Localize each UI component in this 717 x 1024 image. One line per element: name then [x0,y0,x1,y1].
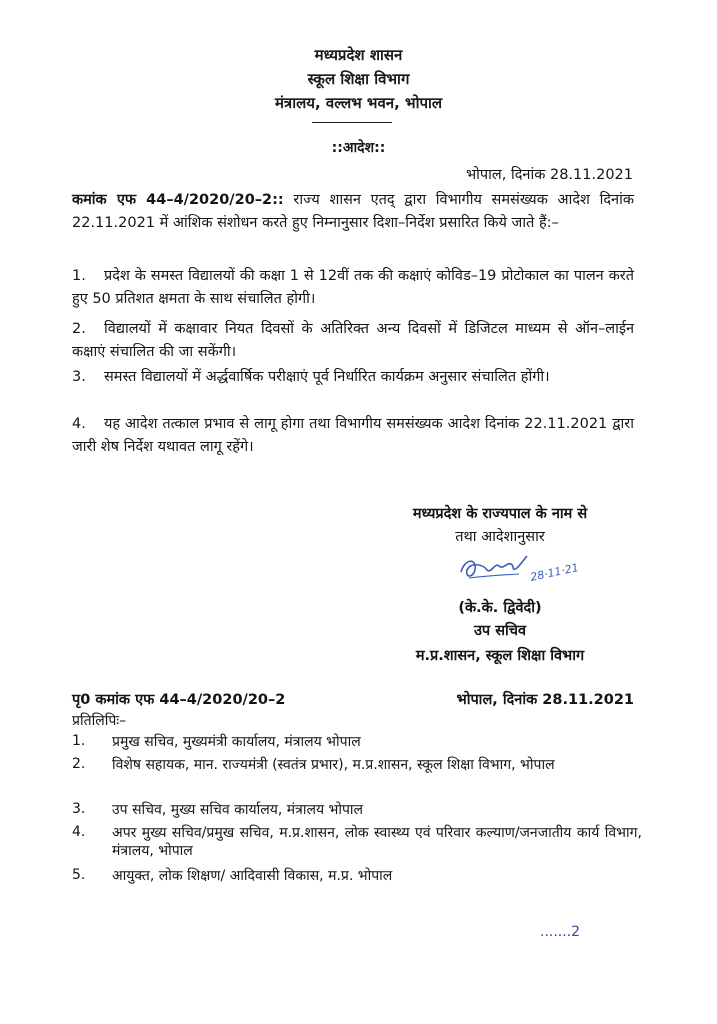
order-number: कमांक एफ 44–4/2020/20–2:: [72,192,284,208]
point-text: प्रदेश के समस्त विद्यालयों की कक्षा 1 से 12वीं तक की कक्षाएं कोविड–19 प्रोटोकाल का पालन करते हुए 50 प्रतिशत क्षमता के साथ संचालित होगी। [72,268,634,307]
point-3 [72,366,634,389]
point-number: 2. [72,321,86,337]
signatory-department: म.प्र.शासन, स्कूल शिक्षा विभाग [415,648,585,664]
point-number: 3. [72,369,86,385]
intro-text: राज्य शासन एतद् द्वारा विभागीय समसंख्यक आदेश दिनांक 22.11.2021 में आंशिक संशोधन करते हुए निम्नानुसार दिशा–निर्देश प्रसारित किये जाते हैं:– [72,192,634,231]
point-text: विद्यालयों में कक्षावार नियत दिवसों के अतिरिक्त अन्य दिवसों में डिजिटल माध्यम से ऑन–लाईन कक्षाएं संचालित की जा सकेंगी। [72,321,634,360]
place-date: भोपाल, दिनांक 28.11.2021 [465,167,633,183]
point-1 [72,265,634,311]
recipient-text: उप सचिव, मुख्य सचिव कार्यालय, मंत्रालय भोपाल [112,802,364,818]
signatory-designation: उप सचिव [473,623,527,639]
endorsement-place-date: भोपाल, दिनांक 28.11.2021 [456,692,634,708]
recipient-number: 3. [72,801,86,817]
header-divider [312,122,392,123]
recipient-text: अपर मुख्य सचिव/प्रमुख सचिव, म.प्र.शासन, लोक स्वास्थ्य एवं परिवार कल्याण/जनजातीय कार्य विभाग, मंत्रालय, भोपाल [112,825,642,859]
point-2 [72,318,634,364]
header-department: स्कूल शिक्षा विभाग [307,70,410,88]
recipient-number: 1. [72,733,86,749]
intro-paragraph [72,189,634,235]
recipient-text: आयुक्त, लोक शिक्षण/ आदिवासी विकास, म.प्र. भोपाल [112,868,393,884]
page-marker: .......2 [540,924,581,940]
signatory-name: (के.के. द्विवेदी) [458,600,542,616]
signature-per-order: तथा आदेशानुसार [455,529,545,545]
point-number: 1. [72,268,86,284]
order-title: ::आदेश:: [331,140,386,156]
recipient-number: 2. [72,756,86,772]
recipient-text: प्रमुख सचिव, मुख्यमंत्री कार्यालय, मंत्रालय भोपाल [112,734,361,750]
point-4 [72,413,634,459]
point-number: 4. [72,416,86,432]
recipient-number: 5. [72,867,86,883]
point-text: यह आदेश तत्काल प्रभाव से लागू होगा तथा विभागीय समसंख्यक आदेश दिनांक 22.11.2021 द्वारा जारी शेष निर्देश यथावत लागू रहेंगे। [72,416,634,455]
header-government: मध्यप्रदेश शासन [314,46,403,64]
point-text: समस्त विद्यालयों में अर्द्धवार्षिक परीक्षाएं पूर्व निर्धारित कार्यक्रम अनुसार संचालित होंगी। [104,369,550,385]
recipient-number: 4. [72,824,86,840]
signature-authority: मध्यप्रदेश के राज्यपाल के नाम से [412,506,588,522]
recipient-text: विशेष सहायक, मान. राज्यमंत्री (स्वतंत्र प्रभार), म.प्र.शासन, स्कूल शिक्षा विभाग, भोपाल [112,757,555,773]
handwritten-date: 28·11·21 [529,561,580,584]
copy-label: प्रतिलिपिः– [72,713,127,729]
endorsement-order-number: पृ0 कमांक एफ 44–4/2020/20–2 [72,692,286,708]
header-address: मंत्रालय, वल्लभ भवन, भोपाल [274,94,443,112]
